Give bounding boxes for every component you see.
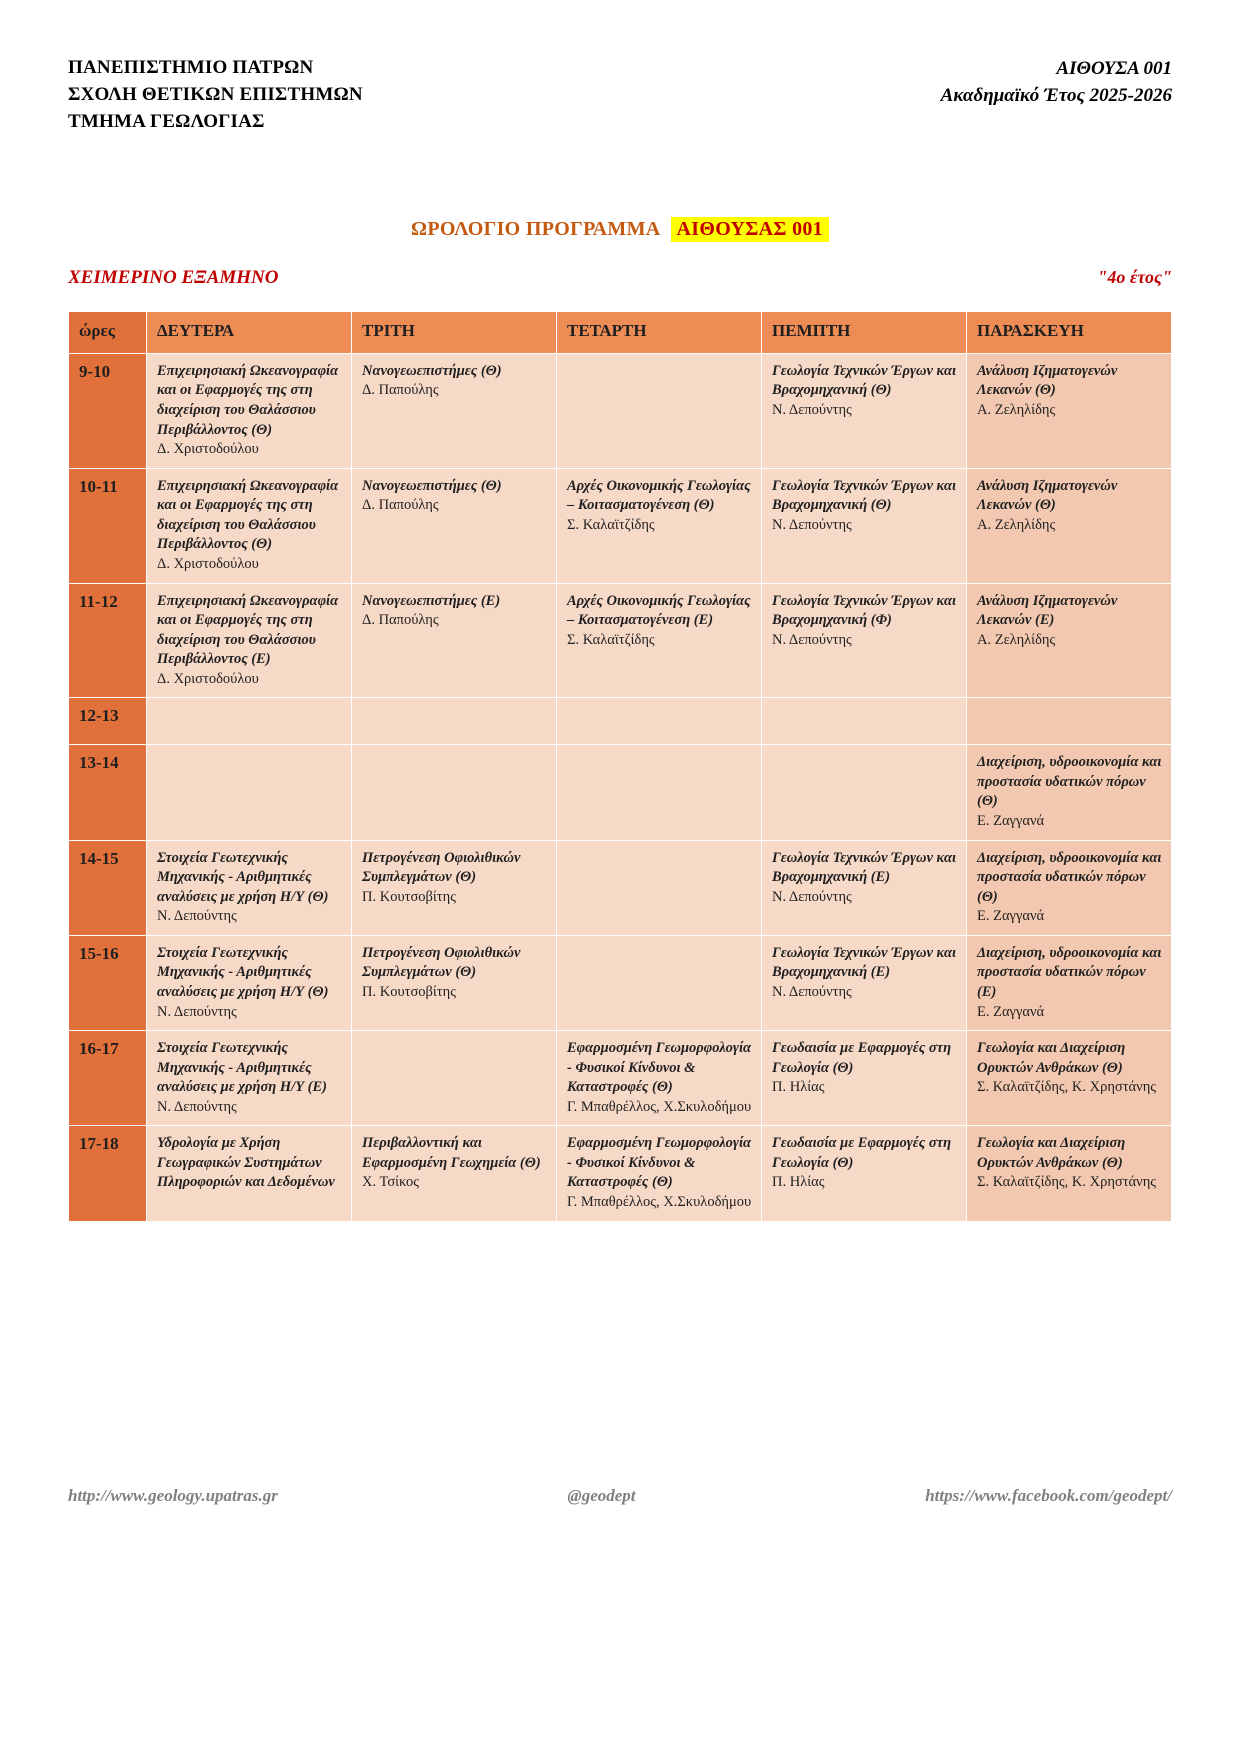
table-row: [69, 935, 1172, 1030]
schedule-cell: [147, 840, 352, 935]
table-body: [69, 353, 1172, 1221]
table-row: [69, 353, 1172, 468]
course-teacher: Δ. Παπούλης: [362, 497, 439, 514]
schedule-cell: [147, 468, 352, 583]
course-teacher: Ε. Ζαγγανά: [977, 813, 1045, 830]
academic-year: Ακαδημαϊκό Έτος 2025-2026: [940, 84, 1172, 106]
schedule-cell: [557, 935, 762, 1030]
course-teacher: Δ. Χριστοδούλου: [157, 555, 259, 572]
course-name: Γεωλογία Τεχνικών Έργων και Βραχομηχανική (Ε): [772, 849, 956, 886]
course-teacher: Ε. Ζαγγανά: [977, 908, 1045, 925]
room-block: [941, 55, 1172, 110]
course-name: Επιχειρησιακή Ωκεανογραφία και οι Εφαρμογές της στη διαχείριση του Θαλάσσιου Περιβάλλοντος (Ε): [157, 592, 339, 668]
course-name: Γεωλογία Τεχνικών Έργων και Βραχομηχανική (Θ): [772, 477, 956, 514]
document-footer: [68, 1486, 1172, 1506]
schedule-cell: [352, 840, 557, 935]
schedule-cell: [557, 468, 762, 583]
table-row: [69, 745, 1172, 840]
course-name: Πετρογένεση Οφιολιθικών Συμπλεγμάτων (Θ): [362, 944, 521, 981]
course-teacher: Δ. Χριστοδούλου: [157, 670, 259, 687]
schedule-cell: [967, 353, 1172, 468]
schedule-cell: [147, 745, 352, 840]
column-header-wednesday: ΤΕΤΑΡΤΗ: [557, 311, 762, 353]
schedule-cell: [557, 1126, 762, 1221]
course-teacher: Ν. Δεπούντης: [772, 516, 852, 533]
course-teacher: Γ. Μπαθρέλλος, Χ.Σκυλοδήμου: [567, 1194, 752, 1211]
schedule-cell: [147, 935, 352, 1030]
social-handle[interactable]: @geodept: [567, 1486, 636, 1505]
facebook-link[interactable]: https://www.facebook.com/geodept/: [925, 1486, 1172, 1505]
schedule-cell: [967, 745, 1172, 840]
course-name: Νανογεωεπιστήμες (Θ): [362, 362, 502, 379]
schedule-cell: [352, 935, 557, 1030]
schedule-cell: [557, 1031, 762, 1126]
course-teacher: Ε. Ζαγγανά: [977, 1003, 1045, 1020]
table-row: [69, 698, 1172, 745]
schedule-cell: [762, 583, 967, 698]
course-name: Υδρολογία με Χρήση Γεωγραφικών Συστημάτων Πληροφοριών και Δεδομένων: [157, 1135, 335, 1191]
table-row: [69, 468, 1172, 583]
course-teacher: Γ. Μπαθρέλλος, Χ.Σκυλοδήμου: [567, 1098, 752, 1115]
course-name: Νανογεωεπιστήμες (Θ): [362, 477, 502, 494]
course-teacher: Ν. Δεπούντης: [157, 1098, 237, 1115]
course-teacher: Π. Ηλίας: [772, 1174, 825, 1191]
table-row: [69, 583, 1172, 698]
schedule-cell: [762, 935, 967, 1030]
row-hours: 9-10: [69, 353, 147, 468]
course-teacher: Σ. Καλαϊτζίδης, Κ. Χρηστάνης: [977, 1174, 1157, 1191]
row-hours: 13-14: [69, 745, 147, 840]
course-name: Γεωλογία και Διαχείριση Ορυκτών Ανθράκων (Θ): [977, 1135, 1126, 1171]
schedule-cell: [352, 583, 557, 698]
row-hours: 16-17: [69, 1031, 147, 1126]
schedule-cell: [352, 353, 557, 468]
course-teacher: Π. Κουτσοβίτης: [362, 983, 456, 1000]
schedule-cell: [147, 1126, 352, 1221]
course-teacher: Α. Ζεληλίδης: [977, 516, 1056, 533]
table-row: [69, 840, 1172, 935]
course-teacher: Α. Ζεληλίδης: [977, 631, 1056, 648]
course-teacher: Ν. Δεπούντης: [157, 908, 237, 925]
course-teacher: Σ. Καλαϊτζίδης: [567, 631, 655, 648]
table-header: [69, 311, 1172, 353]
schedule-cell: [762, 1031, 967, 1126]
course-name: Διαχείριση, υδροοικονομία και προστασία υδατικών πόρων (Θ): [977, 754, 1162, 810]
course-name: Γεωλογία και Διαχείριση Ορυκτών Ανθράκων (Θ): [977, 1040, 1126, 1076]
course-teacher: Ν. Δεπούντης: [157, 1003, 237, 1020]
row-hours: 17-18: [69, 1126, 147, 1221]
course-name: Εφαρμοσμένη Γεωμορφολογία - Φυσικοί Κίνδυνοι & Καταστροφές (Θ): [567, 1040, 752, 1096]
course-name: Εφαρμοσμένη Γεωμορφολογία - Φυσικοί Κίνδυνοι & Καταστροφές (Θ): [567, 1135, 752, 1191]
course-teacher: Π. Ηλίας: [772, 1079, 825, 1096]
schedule-cell: [557, 583, 762, 698]
course-teacher: Δ. Χριστοδούλου: [157, 441, 259, 458]
course-name: Διαχείριση, υδροοικονομία και προστασία υδατικών πόρων (Θ): [977, 849, 1162, 905]
course-teacher: Π. Κουτσοβίτης: [362, 888, 456, 905]
schedule-cell: [557, 698, 762, 745]
row-hours: 12-13: [69, 698, 147, 745]
schedule-cell: [762, 1126, 967, 1221]
course-name: Επιχειρησιακή Ωκεανογραφία και οι Εφαρμογές της στη διαχείριση του Θαλάσσιου Περιβάλλοντος (Θ): [157, 477, 339, 553]
course-name: Διαχείριση, υδροοικονομία και προστασία υδατικών πόρων (Ε): [977, 944, 1162, 1000]
column-header-monday: ΔΕΥΤΕΡΑ: [147, 311, 352, 353]
course-name: Ανάλυση Ιζηματογενών Λεκανών (Θ): [977, 477, 1118, 514]
course-teacher: Χ. Τσίκος: [362, 1174, 420, 1191]
schedule-cell: [557, 745, 762, 840]
page-title-main: ΩΡΟΛΟΓΙΟ ΠΡΟΓΡΑΜΜΑ: [411, 217, 661, 240]
column-header-thursday: ΠΕΜΠΤΗ: [762, 311, 967, 353]
schedule-cell: [967, 840, 1172, 935]
course-name: Περιβαλλοντική και Εφαρμοσμένη Γεωχημεία (Θ): [362, 1135, 541, 1171]
row-hours: 14-15: [69, 840, 147, 935]
course-name: Πετρογένεση Οφιολιθικών Συμπλεγμάτων (Θ): [362, 849, 521, 886]
row-hours: 11-12: [69, 583, 147, 698]
course-name: Ανάλυση Ιζηματογενών Λεκανών (Θ): [977, 362, 1118, 399]
schedule-cell: [147, 698, 352, 745]
schedule-cell: [352, 1031, 557, 1126]
institution-line-3: ΤΜΗΜΑ ΓΕΩΛΟΓΙΑΣ: [68, 110, 265, 132]
course-teacher: Ν. Δεπούντης: [772, 402, 852, 419]
schedule-cell: [967, 935, 1172, 1030]
institution-line-2: ΣΧΟΛΗ ΘΕΤΙΚΩΝ ΕΠΙΣΤΗΜΩΝ: [68, 83, 363, 105]
course-name: Στοιχεία Γεωτεχνικής Μηχανικής - Αριθμητικές αναλύσεις με χρήση Η/Υ (Ε): [157, 1040, 327, 1096]
table-row: [69, 1126, 1172, 1221]
course-teacher: Σ. Καλαϊτζίδης, Κ. Χρηστάνης: [977, 1079, 1157, 1096]
schedule-cell: [762, 698, 967, 745]
semester-row: [68, 267, 1172, 289]
course-name: Αρχές Οικονομικής Γεωλογίας – Κοιτασματογένεση (Θ): [567, 477, 751, 514]
course-name: Στοιχεία Γεωτεχνικής Μηχανικής - Αριθμητικές αναλύσεις με χρήση Η/Υ (Θ): [157, 944, 329, 1000]
semester-label: ΧΕΙΜΕΡΙΝΟ ΕΞΑΜΗΝΟ: [68, 266, 279, 288]
schedule-cell: [762, 353, 967, 468]
course-name: Γεωλογία Τεχνικών Έργων και Βραχομηχανική (Θ): [772, 362, 956, 399]
schedule-cell: [967, 1031, 1172, 1126]
schedule-cell: [147, 1031, 352, 1126]
course-name: Γεωλογία Τεχνικών Έργων και Βραχομηχανική (Ε): [772, 944, 956, 981]
course-teacher: Ν. Δεπούντης: [772, 888, 852, 905]
course-teacher: Α. Ζεληλίδης: [977, 402, 1056, 419]
table-row: [69, 1031, 1172, 1126]
schedule-cell: [967, 698, 1172, 745]
course-name: Στοιχεία Γεωτεχνικής Μηχανικής - Αριθμητικές αναλύσεις με χρήση Η/Υ (Θ): [157, 849, 329, 905]
schedule-cell: [762, 840, 967, 935]
course-name: Γεωδαισία με Εφαρμογές στη Γεωλογία (Θ): [772, 1135, 952, 1171]
column-header-hours: ώρες: [69, 311, 147, 353]
course-teacher: Ν. Δεπούντης: [772, 983, 852, 1000]
row-hours: 15-16: [69, 935, 147, 1030]
course-teacher: Ν. Δεπούντης: [772, 631, 852, 648]
schedule-cell: [352, 698, 557, 745]
column-header-friday: ΠΑΡΑΣΚΕΥΗ: [967, 311, 1172, 353]
schedule-cell: [762, 745, 967, 840]
schedule-cell: [352, 1126, 557, 1221]
course-name: Γεωλογία Τεχνικών Έργων και Βραχομηχανική (Φ): [772, 592, 956, 629]
schedule-cell: [147, 353, 352, 468]
year-label: "4ο έτος": [1097, 266, 1172, 287]
schedule-cell: [352, 468, 557, 583]
page-title-highlight: ΑΙΘΟΥΣΑΣ 001: [671, 217, 829, 242]
course-teacher: Σ. Καλαϊτζίδης: [567, 516, 655, 533]
course-name: Ανάλυση Ιζηματογενών Λεκανών (Ε): [977, 592, 1118, 629]
schedule-cell: [967, 583, 1172, 698]
schedule-cell: [147, 583, 352, 698]
course-teacher: Δ. Παπούλης: [362, 612, 439, 629]
schedule-cell: [967, 468, 1172, 583]
schedule-cell: [967, 1126, 1172, 1221]
document-header: [68, 55, 1172, 136]
schedule-cell: [557, 840, 762, 935]
page-title: [68, 218, 1172, 241]
course-name: Επιχειρησιακή Ωκεανογραφία και οι Εφαρμογές της στη διαχείριση του Θαλάσσιου Περιβάλλοντος (Θ): [157, 362, 339, 438]
column-header-tuesday: ΤΡΙΤΗ: [352, 311, 557, 353]
room-label: ΑΙΘΟΥΣΑ 001: [1056, 58, 1172, 79]
schedule-cell: [352, 745, 557, 840]
table-header-row: [69, 311, 1172, 353]
course-teacher: Δ. Παπούλης: [362, 382, 439, 399]
course-name: Νανογεωεπιστήμες (Ε): [362, 592, 501, 609]
course-name: Αρχές Οικονομικής Γεωλογίας – Κοιτασματογένεση (Ε): [567, 592, 751, 629]
institution-line-1: ΠΑΝΕΠΙΣΤΗΜΙΟ ΠΑΤΡΩΝ: [68, 57, 314, 78]
website-link[interactable]: http://www.geology.upatras.gr: [68, 1486, 278, 1505]
course-name: Γεωδαισία με Εφαρμογές στη Γεωλογία (Θ): [772, 1040, 952, 1076]
institution-block: [68, 55, 363, 136]
schedule-cell: [557, 353, 762, 468]
schedule-cell: [762, 468, 967, 583]
schedule-table: [68, 311, 1172, 1222]
row-hours: 10-11: [69, 468, 147, 583]
